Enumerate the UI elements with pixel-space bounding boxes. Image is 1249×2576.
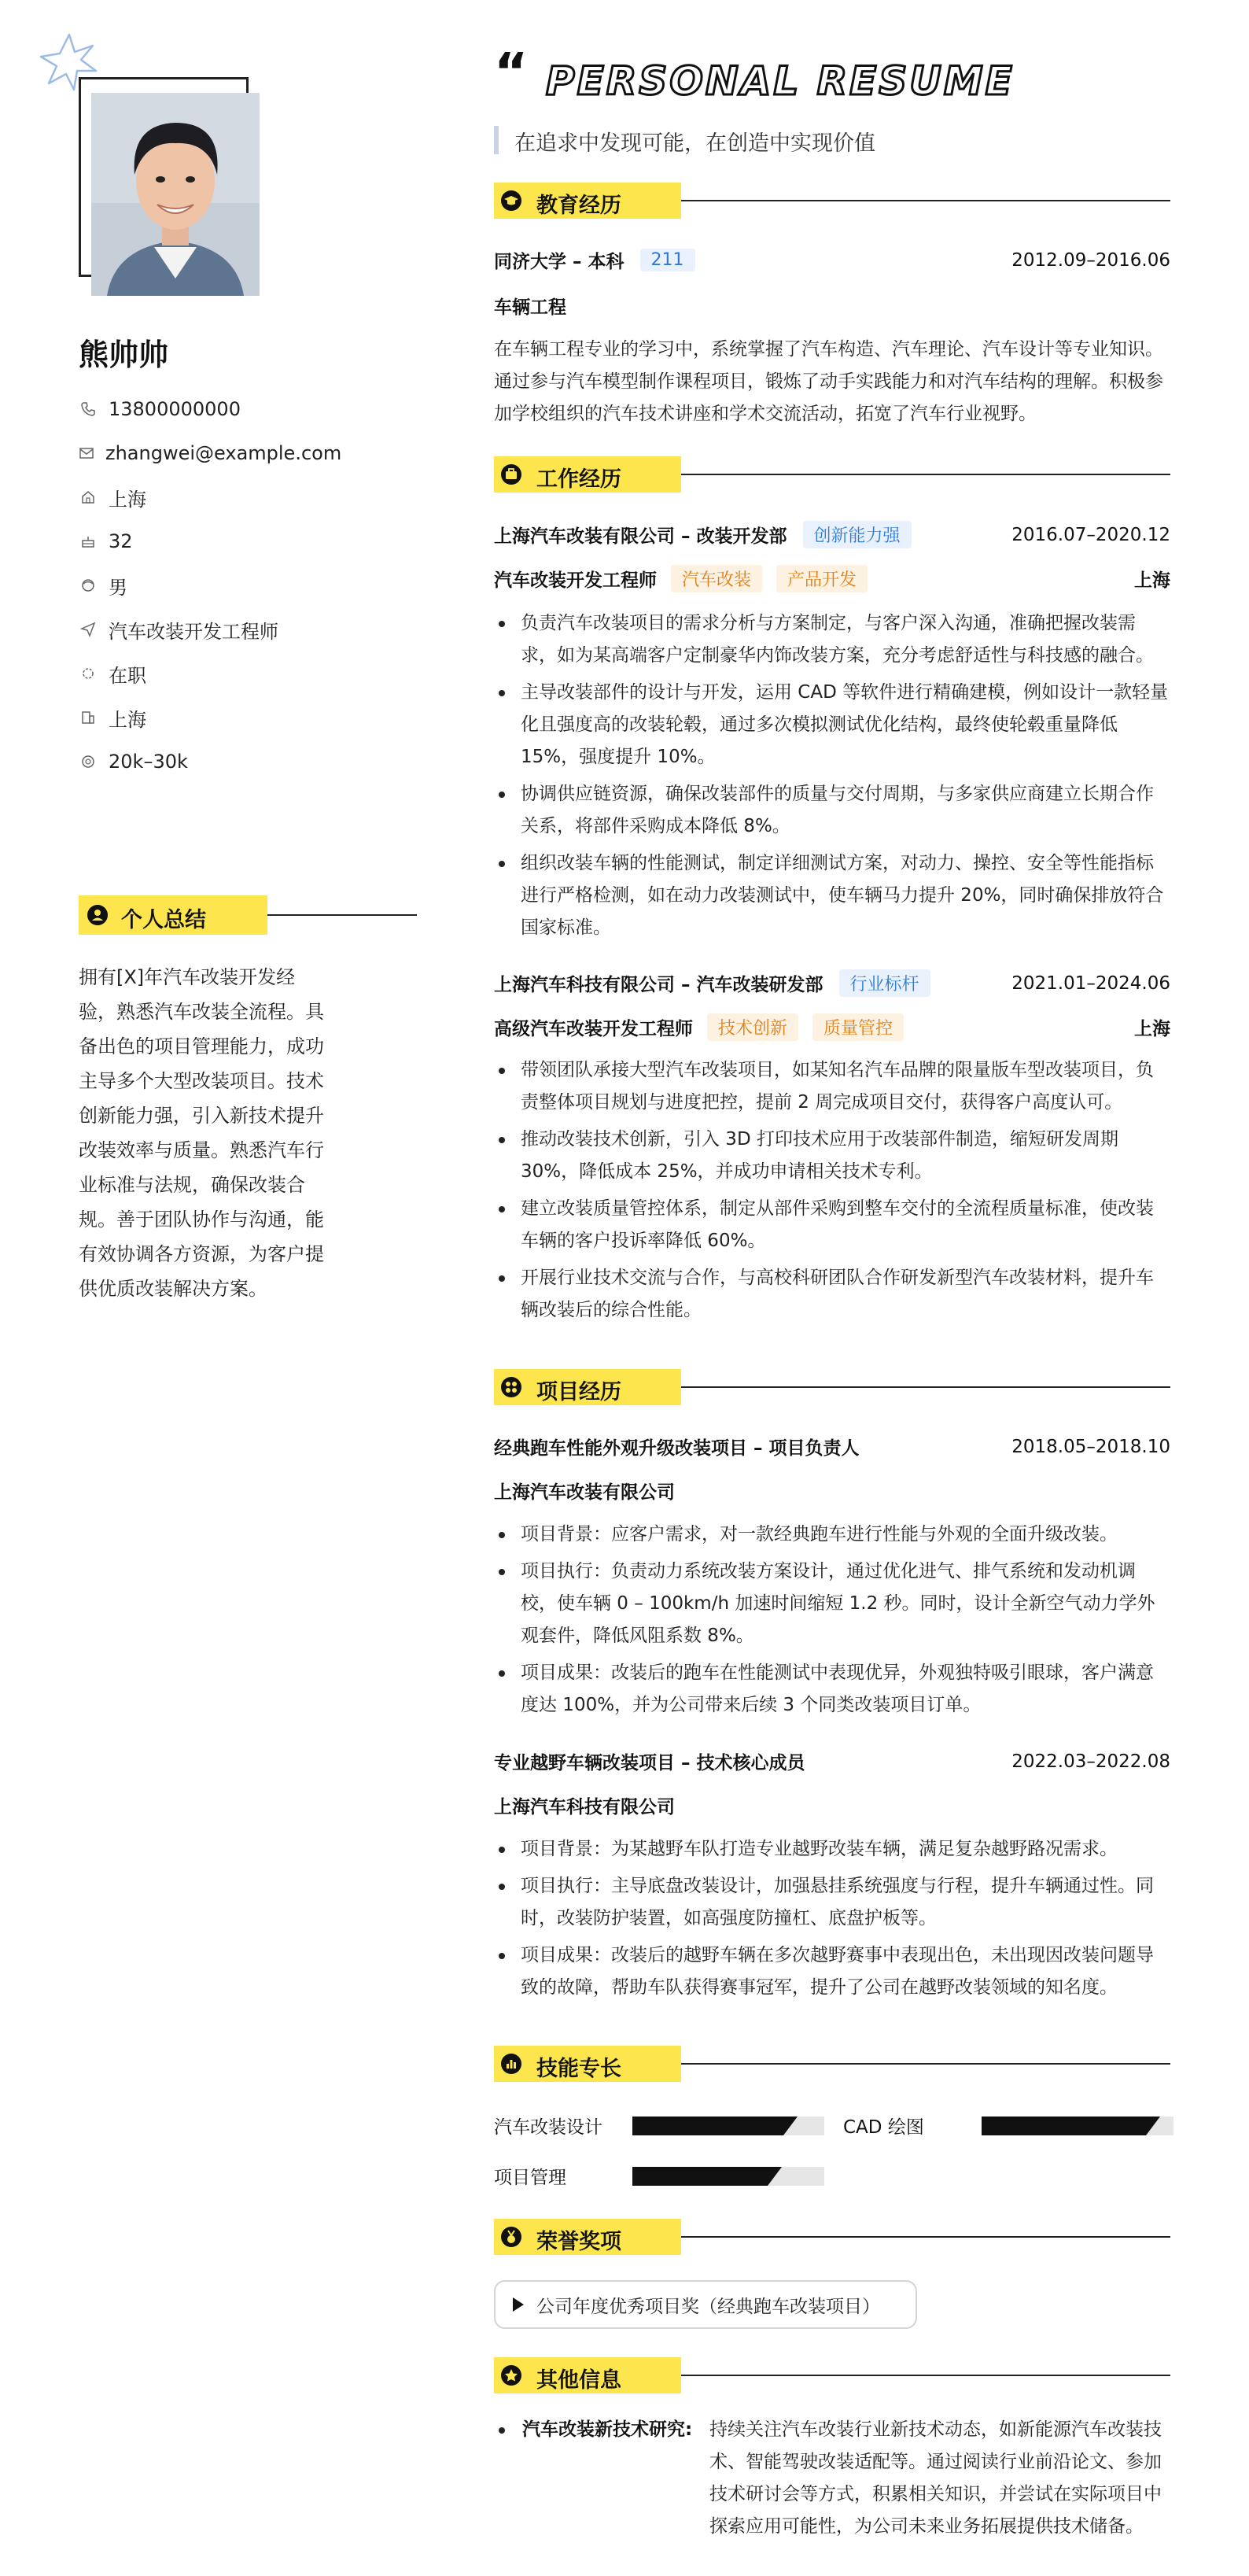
list-item: 推动改装技术创新，引入 3D 打印技术应用于改装部件制造，缩短研发周期 30%，降低成本 25%，并成功申请相关技术专利。 bbox=[494, 1124, 1170, 1188]
company-name: 上海汽车改装有限公司 – 改装开发部 bbox=[494, 526, 787, 547]
star-icon bbox=[500, 2364, 522, 2386]
list-item: 建立改装质量管控体系，制定从部件采购到整车交付的全流程质量标准，使改装车辆的客户投诉率降低 60%。 bbox=[494, 1193, 1170, 1257]
education-section-header bbox=[494, 183, 1170, 219]
skill-bar bbox=[632, 2117, 824, 2135]
skill-tag: 质量管控 bbox=[812, 1013, 904, 1041]
phone-text: 13800000000 bbox=[109, 398, 241, 420]
section-header-line bbox=[681, 2375, 1170, 2376]
job-header bbox=[494, 521, 1170, 548]
city-text: 上海 bbox=[109, 708, 146, 731]
skill-name: CAD 绘图 bbox=[843, 2117, 924, 2138]
company-name: 上海汽车科技有限公司 – 汽车改装研发部 bbox=[494, 975, 823, 995]
job-date: 2021.01–2024.06 bbox=[1011, 972, 1170, 994]
skill-name: 汽车改装设计 bbox=[494, 2117, 602, 2138]
project-header bbox=[494, 1748, 1170, 1774]
email-text: zhangwei@example.com bbox=[105, 442, 342, 464]
project-company: 上海汽车科技有限公司 bbox=[494, 1797, 675, 1818]
other-text: 持续关注汽车改装行业新技术动态，如新能源汽车改装技术、智能驾驶改装适配等。通过阅读行业前沿论文、参加技术研讨会等方式，积累相关知识，并尝试在实际项目中探索应用可能性，为公司未来业务拓展提供技术储备。 bbox=[709, 2419, 1162, 2537]
major-row bbox=[494, 293, 1170, 319]
info-city bbox=[79, 696, 338, 740]
skill-name: 项目管理 bbox=[494, 2168, 566, 2188]
list-item: 主导改装部件的设计与开发，运用 CAD 等软件进行精确建模，例如设计一款轻量化且强度高的改装轮毂，通过多次模拟测试优化结构，最终使轮毂重量降低 15%，强度提升 10%。 bbox=[494, 677, 1170, 773]
status-icon bbox=[79, 664, 98, 683]
list-item: 项目成果：改装后的跑车在性能测试中表现优异，外观独特吸引眼球，客户满意度达 100%，并为公司带来后续 3 个同类改装项目订单。 bbox=[494, 1657, 1170, 1722]
honors-title: 荣誉奖项 bbox=[536, 2230, 621, 2254]
info-location bbox=[79, 475, 338, 519]
slogan: 在追求中发现可能，在创造中实现价值 bbox=[514, 131, 875, 156]
education-description: 在车辆工程专业的学习中，系统掌握了汽车构造、汽车理论、汽车设计等专业知识。通过参与汽车模型制作课程项目，锻炼了动手实践能力和对汽车结构的理解。积极参加学校组织的汽车技术讲座和学术交流活动，拓宽了汽车行业视野。 bbox=[494, 339, 1163, 424]
info-phone bbox=[79, 387, 338, 431]
major-name: 车辆工程 bbox=[494, 297, 566, 318]
project-company: 上海汽车改装有限公司 bbox=[494, 1482, 675, 1503]
education-date: 2012.09–2016.06 bbox=[1011, 249, 1170, 271]
send-icon bbox=[79, 620, 98, 639]
skills-section-header bbox=[494, 2046, 1170, 2082]
briefcase-icon bbox=[500, 463, 522, 485]
section-header-line bbox=[681, 2236, 1170, 2238]
section-header-line bbox=[681, 2063, 1170, 2065]
graduation-cap-icon bbox=[500, 190, 522, 212]
award-item bbox=[494, 2280, 917, 2329]
project-name: 经典跑车性能外观升级改装项目 – 项目负责人 bbox=[494, 1438, 860, 1459]
job-role: 高级汽车改装开发工程师 bbox=[494, 1019, 693, 1039]
info-email bbox=[79, 431, 342, 475]
list-item: 项目执行：负责动力系统改装方案设计，通过优化进气、排气系统和发动机调校，使车辆 0 – 100km/h 加速时间缩短 1.2 秒。同时，设计全新空气动力学外观套件，降低风阻系数 8%。 bbox=[494, 1556, 1170, 1652]
other-section-header bbox=[494, 2357, 1170, 2393]
section-header-line bbox=[681, 200, 1170, 201]
mail-icon bbox=[79, 444, 94, 463]
status-text: 在职 bbox=[109, 664, 146, 687]
skill-item bbox=[494, 2113, 824, 2139]
job-date: 2016.07–2020.12 bbox=[1011, 524, 1170, 545]
section-header-line bbox=[681, 1386, 1170, 1388]
grid-icon bbox=[500, 1376, 522, 1398]
info-status bbox=[79, 651, 338, 696]
skill-tag: 技术创新 bbox=[707, 1013, 798, 1041]
list-item: 协调供应链资源，确保改装部件的质量与交付周期，与多家供应商建立长期合作关系，将部件采购成本降低 8%。 bbox=[494, 778, 1170, 843]
page-title: PERSONAL RESUME bbox=[546, 58, 1015, 104]
info-position bbox=[79, 607, 338, 651]
info-gender bbox=[79, 563, 338, 607]
project-bullets bbox=[494, 1519, 1170, 1726]
job-role: 汽车改装开发工程师 bbox=[494, 570, 657, 591]
skill-tag: 产品开发 bbox=[776, 565, 868, 592]
home-icon bbox=[79, 488, 98, 507]
list-item: 组织改装车辆的性能测试，制定详细测试方案，对动力、操控、安全等性能指标进行严格检测，如在动力改装测试中，使车辆马力提升 20%，同时确保排放符合国家标准。 bbox=[494, 847, 1170, 944]
project-company-row bbox=[494, 1792, 1170, 1818]
position-text: 汽车改装开发工程师 bbox=[109, 620, 278, 643]
skills-title: 技能专长 bbox=[536, 2057, 621, 2081]
salary-text: 20k–30k bbox=[109, 751, 188, 773]
school-name: 同济大学 – 本科 bbox=[494, 252, 624, 272]
summary-text: 拥有[X]年汽车改装开发经验，熟悉汽车改装全流程。具备出色的项目管理能力，成功主导多个大型改装项目。技术创新能力强，引入新技术提升改装效率与质量。熟悉汽车行业标准与法规，确保改装合规。善于团队协作与沟通，能有效协调各方资源，为客户提供优质改装解决方案。 bbox=[79, 966, 324, 1300]
project-header bbox=[494, 1434, 1170, 1460]
bullet-dot bbox=[499, 2427, 505, 2434]
skill-bar-fill bbox=[632, 2167, 768, 2186]
company-tag: 创新能力强 bbox=[803, 521, 912, 548]
project-date: 2018.05–2018.10 bbox=[1011, 1436, 1170, 1457]
company-tag: 行业标杆 bbox=[839, 969, 930, 997]
skill-bar bbox=[632, 2167, 824, 2186]
project-date: 2022.03–2022.08 bbox=[1011, 1751, 1170, 1772]
list-item: 负责汽车改装项目的需求分析与方案制定，与客户深入沟通，准确把握改装需求，如为某高端客户定制豪华内饰改装方案，充分考虑舒适性与科技感的融合。 bbox=[494, 607, 1170, 672]
project-company-row bbox=[494, 1478, 1170, 1504]
job-bullets bbox=[494, 607, 1170, 949]
skill-bar bbox=[982, 2117, 1173, 2135]
other-info-item bbox=[494, 2414, 1170, 2543]
salary-icon bbox=[79, 752, 98, 771]
list-item: 项目成果：改装后的越野车辆在多次越野赛事中表现出色，未出现因改装问题导致的故障，帮助车队获得赛事冠军，提升了公司在越野改装领域的知名度。 bbox=[494, 1939, 1170, 2004]
skill-item bbox=[494, 2163, 824, 2189]
job-bullets bbox=[494, 1054, 1170, 1331]
quote-mark-icon: “ bbox=[494, 42, 529, 102]
slogan-bar bbox=[494, 126, 499, 154]
info-age bbox=[79, 519, 338, 563]
cake-icon bbox=[79, 532, 98, 551]
job-role-row bbox=[494, 1013, 1170, 1041]
list-item: 项目执行：主导底盘改装设计，加强悬挂系统强度与行程，提升车辆通过性。同时，改装防护装置，如高强度防撞杠、底盘护板等。 bbox=[494, 1870, 1170, 1935]
education-title: 教育经历 bbox=[536, 194, 621, 218]
project-bullets bbox=[494, 1833, 1170, 2009]
play-triangle-icon bbox=[513, 2297, 524, 2312]
gender-text: 男 bbox=[109, 576, 127, 599]
school-tag: 211 bbox=[640, 249, 695, 271]
projects-section-header bbox=[494, 1369, 1170, 1405]
section-header-line bbox=[267, 914, 417, 916]
location-text: 上海 bbox=[109, 488, 146, 511]
job-header bbox=[494, 969, 1170, 997]
avatar bbox=[91, 93, 260, 296]
skill-item bbox=[843, 2113, 1173, 2139]
user-icon bbox=[87, 904, 109, 926]
other-label: 汽车改装新技术研究: bbox=[522, 2419, 693, 2440]
info-salary bbox=[79, 740, 338, 784]
job-role-row bbox=[494, 565, 1170, 592]
age-text: 32 bbox=[109, 530, 133, 552]
contact-info-list bbox=[79, 387, 342, 784]
work-title: 工作经历 bbox=[536, 467, 621, 492]
phone-icon bbox=[79, 400, 98, 419]
education-row bbox=[494, 247, 1170, 273]
award-text: 公司年度优秀项目奖（经典跑车改装项目） bbox=[536, 2296, 880, 2317]
job-city: 上海 bbox=[1134, 570, 1170, 591]
gender-icon bbox=[79, 576, 98, 595]
projects-title: 项目经历 bbox=[536, 1380, 621, 1404]
building-icon bbox=[79, 708, 98, 727]
skill-tag: 汽车改装 bbox=[671, 565, 762, 592]
section-header-line bbox=[681, 474, 1170, 475]
medal-icon bbox=[500, 2226, 522, 2248]
list-item: 开展行业技术交流与合作，与高校科研团队合作研发新型汽车改装材料，提升车辆改装后的综合性能。 bbox=[494, 1262, 1170, 1327]
chart-bar-icon bbox=[500, 2053, 522, 2075]
list-item: 项目背景：应客户需求，对一款经典跑车进行性能与外观的全面升级改装。 bbox=[494, 1519, 1170, 1551]
summary-section-header bbox=[79, 895, 338, 935]
project-name: 专业越野车辆改装项目 – 技术核心成员 bbox=[494, 1753, 805, 1773]
job-city: 上海 bbox=[1134, 1019, 1170, 1039]
list-item: 带领团队承接大型汽车改装项目，如某知名汽车品牌的限量版车型改装项目，负责整体项目规划与进度把控，提前 2 周完成项目交付，获得客户高度认可。 bbox=[494, 1054, 1170, 1119]
summary-title: 个人总结 bbox=[121, 908, 206, 932]
skill-bar-fill bbox=[982, 2117, 1146, 2135]
other-title: 其他信息 bbox=[536, 2368, 621, 2393]
skill-bar-fill bbox=[632, 2117, 783, 2135]
list-item: 项目背景：为某越野车队打造专业越野改装车辆，满足复杂越野路况需求。 bbox=[494, 1833, 1170, 1866]
profile-name: 熊帅帅 bbox=[79, 338, 169, 372]
work-section-header bbox=[494, 456, 1170, 493]
honors-section-header bbox=[494, 2219, 1170, 2255]
